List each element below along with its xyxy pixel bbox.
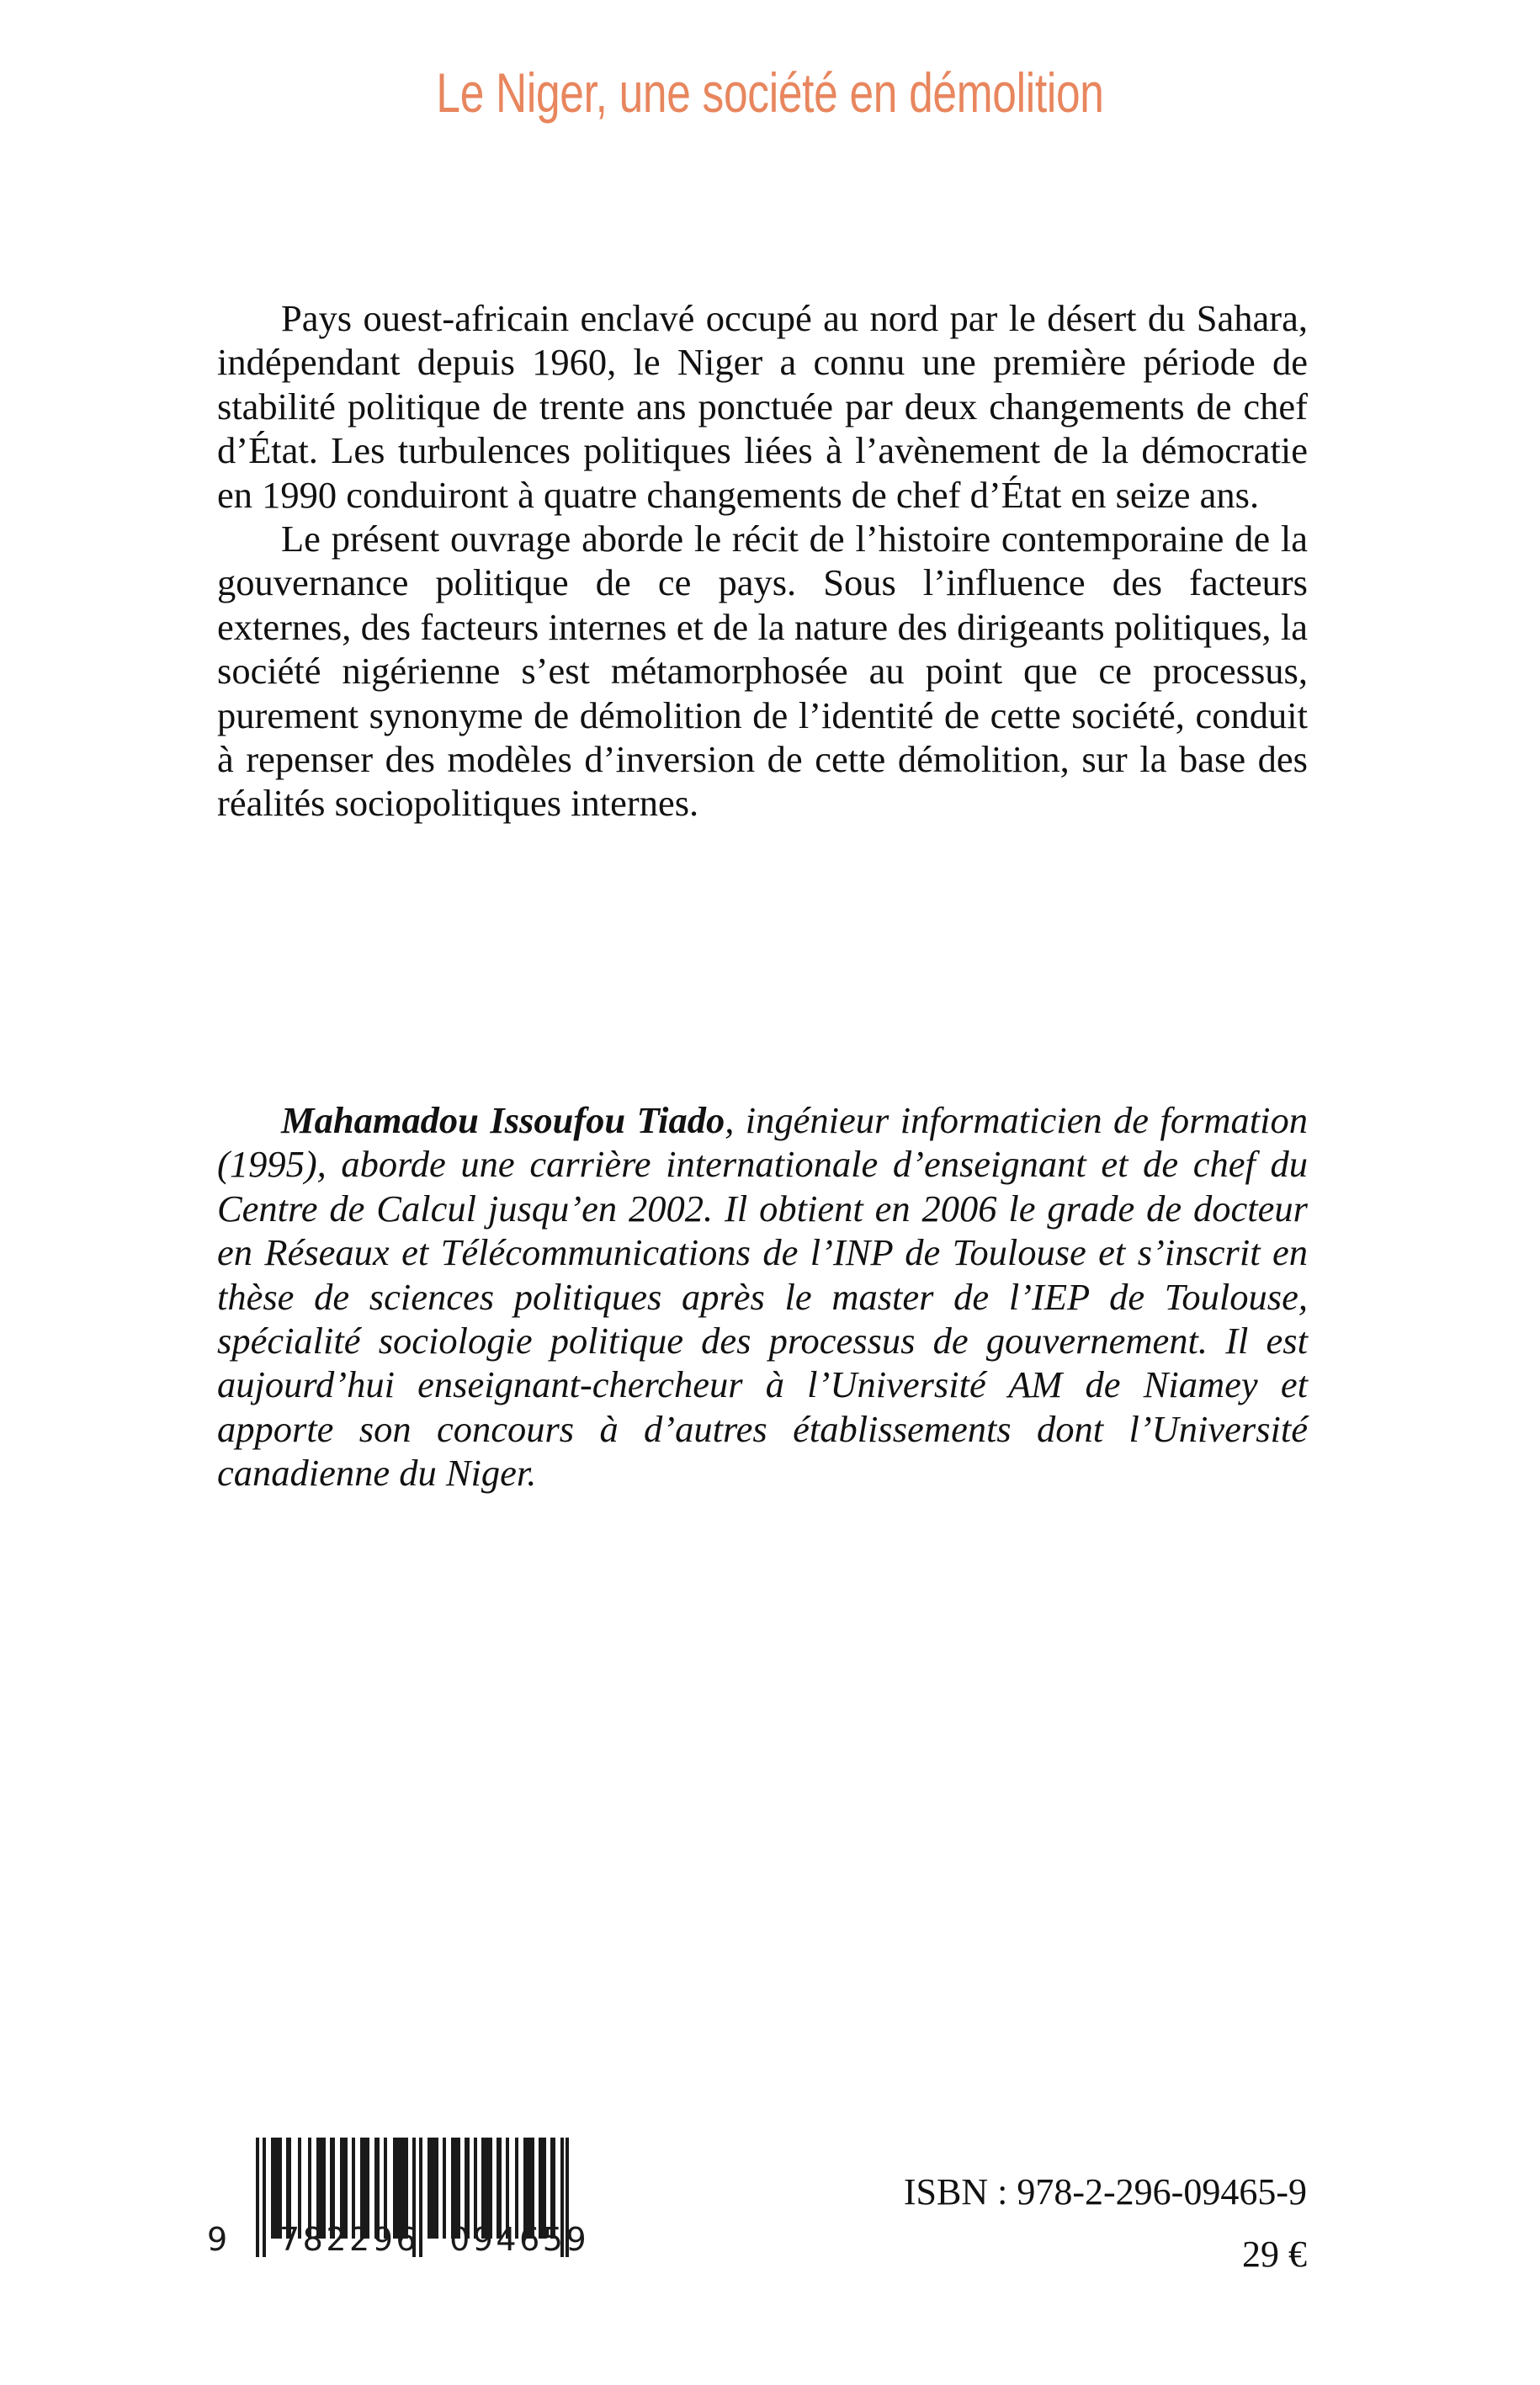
- barcode: [207, 2138, 590, 2272]
- blurb-paragraph-2: Le présent ouvrage aborde le récit de l’histoire contemporaine de la gouvernance politique de ce pays. Sous l’influence des facteurs externes, des facteurs internes et de la nature des dirigeants politiques, la société nigérienne s’est métamorphosée au point que ce processus, purement synonyme de démolition de l’identité de cette société, conduit à repenser des modèles d’inversion de cette démolition, sur la base des réalités sociopolitiques internes.: [217, 518, 1308, 825]
- blurb-block: [217, 296, 1308, 826]
- barcode-lead-digit: 9: [207, 2221, 228, 2258]
- price-text: 29 €: [1242, 2234, 1307, 2275]
- barcode-left-group: 782296: [279, 2221, 420, 2258]
- blurb-paragraph-1: Pays ouest-africain enclavé occupé au nord par le désert du Sahara, indépendant depuis 1960, le Niger a connu une première période de stabilité politique de trente ans ponctuée par deux changements de chef d’État. Les turbulences politiques liées à l’avènement de la démocratie en 1990 conduiront à quatre changements de chef d’État en seize ans.: [217, 297, 1308, 516]
- author-bio-block: [217, 1098, 1308, 1495]
- author-bio-paragraph: [217, 1098, 1308, 1495]
- book-title: Le Niger, une société en démolition: [436, 61, 1104, 124]
- author-bio-text: , ingénieur informaticien de formation (1995), aborde une carrière internationale d’enseignant et de chef du Centre de Calcul jusqu’en 2002. Il obtient en 2006 le grade de docteur en Réseaux et Télécommunications de l’INP de Toulouse et s’inscrit en thèse de sciences politiques après le master de l’IEP de Toulouse, spécialité sociologie politique des processus de gouvernement. Il est aujourd’hui enseignant-chercheur à l’Université AM de Niamey et apporte son concours à d’autres établissements dont l’Université canadienne du Niger.: [217, 1099, 1308, 1495]
- barcode-right-group: 094659: [449, 2221, 590, 2258]
- author-name: Mahamadou Issoufou Tiado: [281, 1099, 725, 1141]
- barcode-numbers: [256, 2221, 590, 2258]
- isbn-text: ISBN : 978-2-296-09465-9: [903, 2171, 1307, 2212]
